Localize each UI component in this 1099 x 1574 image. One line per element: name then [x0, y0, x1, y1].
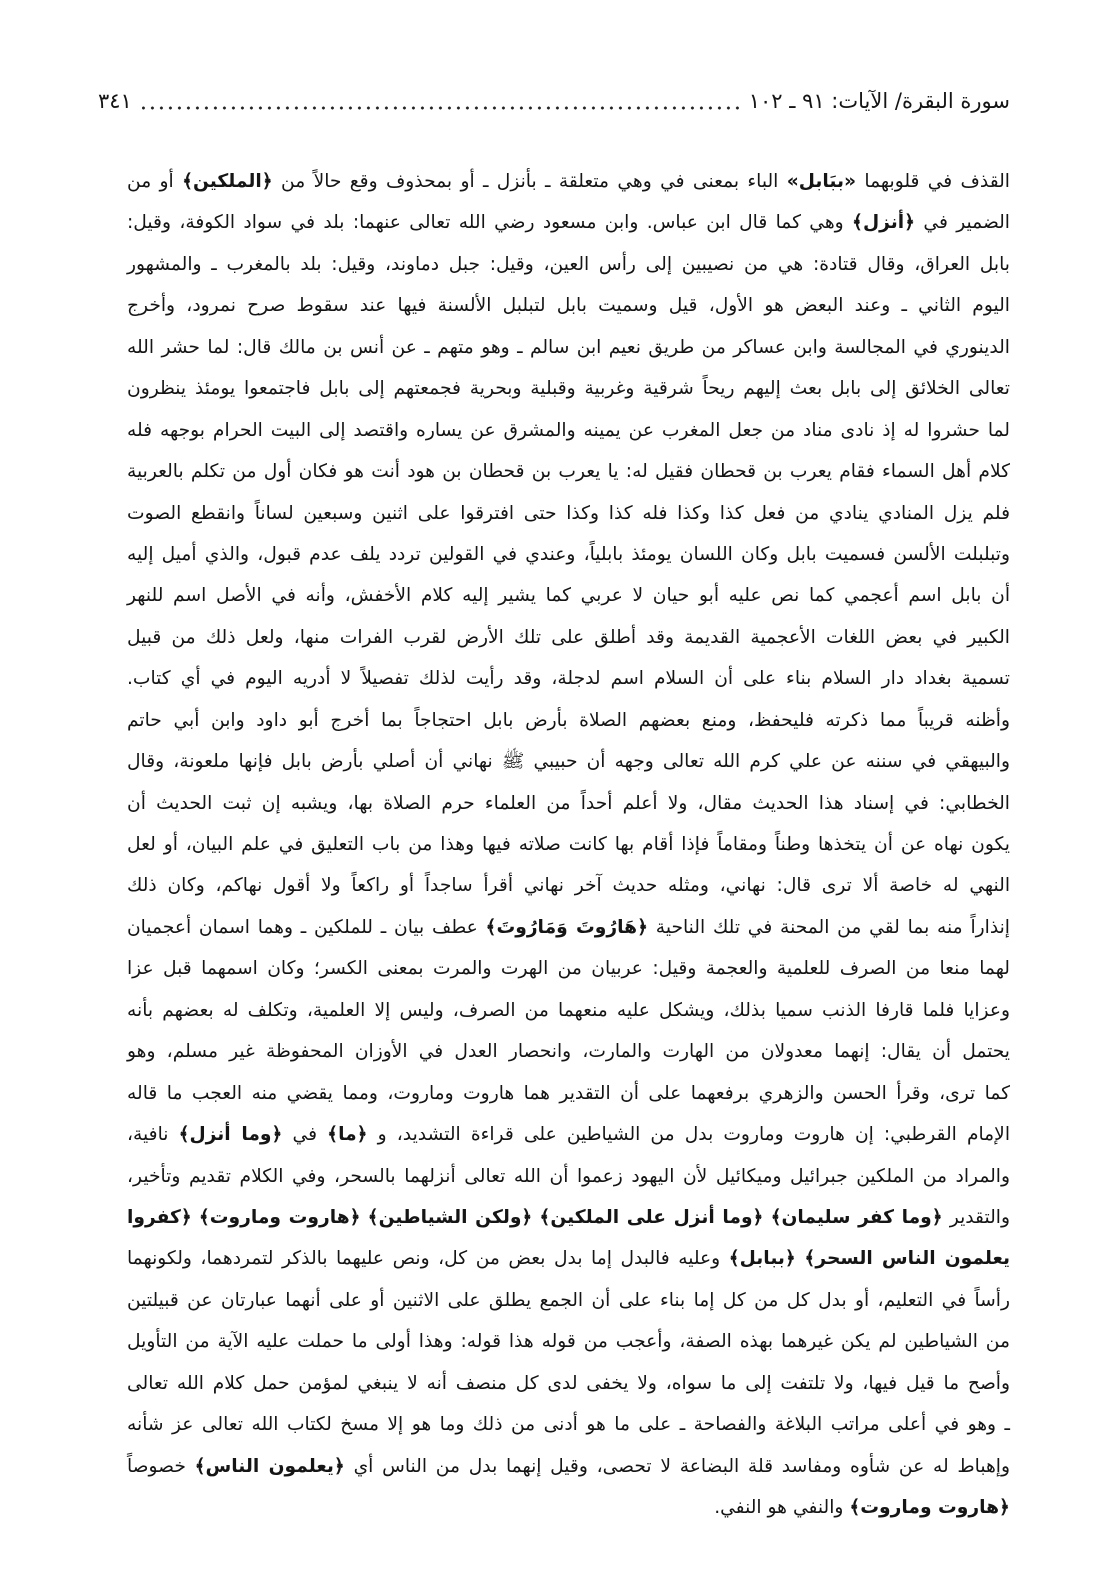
quoted-phrase: ﴿ما﴾: [327, 1124, 368, 1146]
text-run: الدينوري في المجالسة وابن عساكر من طريق نعيم ابن سالم ـ وهو متهم ـ عن أنس بن مالك قال: لما حشر الله: [127, 336, 1010, 358]
text-line-content: [127, 1166, 1010, 1187]
text-line: [127, 741, 1010, 782]
text-line-content: [127, 503, 1010, 524]
text-line-content: [127, 378, 1010, 399]
text-run: أن بابل اسم أعجمي كما نص عليه أبو حيان لا عربي كما يشير إليه كلام الأخفش، وأنه في الأصل اسم للنهر: [127, 585, 1010, 607]
text-run: لهما منعا من الصرف للعلمية والعجمة وقيل: عربيان من الهرت والمرت بمعنى الكسر؛ وكان اسمهما قبل عزا: [127, 958, 1010, 980]
text-line-content: [127, 793, 1010, 814]
text-line-content: [127, 420, 1010, 441]
text-run: الإمام القرطبي: إن هاروت وماروت بدل من الشياطين على قراءة التشديد، و: [367, 1124, 1010, 1146]
text-line-content: [127, 171, 1010, 192]
text-line: [127, 948, 1010, 989]
text-run: كما ترى، وقرأ الحسن والزهري برفعهما على أن التقدير هما هاروت وماروت، ومما يقضي منه العجب ما قاله: [127, 1082, 1010, 1104]
text-run: خصوصاً: [126, 1455, 195, 1477]
text-line: [127, 202, 1010, 243]
text-line: [127, 1363, 1010, 1404]
text-line: [127, 865, 1010, 906]
text-run: إنذاراً منه بما لقي من المحنة في تلك الناحية: [648, 916, 1010, 938]
text-run: وعليه فالبدل إما بدل بعض من كل، ونص عليهما بالذكر لتمردهما، ولكونهما: [127, 1248, 729, 1270]
text-line-content: [127, 1041, 1010, 1062]
quoted-phrase: ﴿يعلمون الناس﴾: [194, 1455, 345, 1477]
quoted-phrase: ﴿ببابل﴾: [728, 1248, 796, 1270]
text-run: اليوم الثاني ـ وعند البعض هو الأول، قيل وسميت بابل لتبلبل الألسنة فيها عند سقوط صرح نمرود، وأخرج: [127, 295, 1010, 317]
text-run: كلام أهل السماء فقام يعرب بن قحطان فقيل له: يا يعرب بن قحطان بن هود أنت هو فكان أول من تكلم بالعربية: [127, 461, 1010, 483]
text-line-content: [127, 1000, 1010, 1021]
text-run: وعزايا فلما قارفا الذنب سميا بذلك، ويشكل عليه منعهما من الصرف، وليس إلا العلمية، وتكلف له بعضهم بأنه: [127, 999, 1010, 1021]
quoted-phrase: ﴿ولكن الشياطين﴾: [367, 1206, 533, 1228]
text-run: تسمية بغداد دار السلام بناء على أن السلام اسم لدجلة، وقد رأيت لذلك تفصيلاً لا أدريه اليوم في أي كتاب.: [127, 668, 1010, 690]
quoted-phrase: ﴿وما أنزل﴾: [178, 1124, 283, 1146]
running-header-title: سورة البقرة/ الآيات: ٩١ ـ ١٠٢: [748, 89, 1010, 113]
text-run: يكون نهاه عن أن يتخذها وطناً ومقاماً فإذا أقام بها كانت صلاته فيها وهذا من باب التعليق في علم البيان، أو لعل: [127, 834, 1010, 855]
text-run: وإهباط له عن شأوه ومفاسد قلة البضاعة لا تحصى، وقيل إنهما بدل من الناس أي: [344, 1455, 1010, 1477]
body-text: [127, 161, 1010, 1528]
text-line: [127, 1446, 1010, 1487]
text-line: [127, 285, 1010, 326]
text-line-content: [127, 751, 1010, 772]
text-line-content: [127, 295, 1010, 316]
text-run: عطف بيان ـ للملكين ـ وهما اسمان أعجميان: [126, 916, 486, 938]
text-line: [127, 700, 1010, 741]
text-line: [127, 658, 1010, 699]
text-line-content: [127, 710, 1010, 731]
quoted-phrase: يعلمون الناس السحر﴾: [804, 1248, 1010, 1270]
text-line: [127, 617, 1010, 658]
text-run: رأساً في التعليم، أو بدل كل من كل إما بناء على أن الجمع يطلق على الاثنين أو على أنهما عبارتان عن قبيلتين: [127, 1289, 1010, 1311]
text-line: [127, 161, 1010, 202]
text-line-content: [127, 958, 1010, 979]
text-line: [127, 1114, 1010, 1155]
text-run: أو من: [127, 171, 183, 192]
text-run: [361, 1207, 368, 1228]
text-line: [127, 410, 1010, 451]
text-run: الضمير في: [915, 212, 1010, 234]
text-run: الباء بمعنى في وهي متعلقة ـ بأنزل ـ أو بمحذوف وقع حالاً من: [272, 171, 787, 192]
text-run: نافية،: [127, 1124, 179, 1146]
text-run: وأصح ما قيل فيها، ولا تلتفت إلى ما سواه، ولا يخفى لدى كل منصف أنه لا ينبغي لمؤمن حمل كلام الله تعالى: [127, 1372, 1010, 1394]
quoted-phrase: ﴿وما كفر سليمان﴾: [770, 1206, 943, 1228]
text-line: [127, 1197, 1010, 1238]
text-line-content: [127, 585, 1010, 606]
text-line: [127, 1487, 1010, 1528]
text-run: [764, 1207, 771, 1228]
text-line: [127, 1031, 1010, 1072]
text-run: والتقدير: [942, 1206, 1010, 1228]
text-line-content: [714, 1497, 1010, 1518]
text-line: [127, 1321, 1010, 1362]
text-run: تعالى الخلائق إلى بابل بعث إليهم ريحاً شرقية وغربية وقبلية وبحرية فجمعتهم إلى بابل فاجتمعوا يومئذ ينظرون: [127, 378, 1010, 400]
text-line: [127, 1404, 1010, 1445]
text-line: [127, 451, 1010, 492]
quoted-phrase: «ببَابل»: [786, 171, 857, 192]
text-run: وأظنه قريباً مما ذكرته فليحفظ، ومنع بعضهم الصلاة بأرض بابل احتجاجاً بما أخرج أبو داود وابن أبي حاتم: [127, 709, 1010, 731]
text-line: [127, 1280, 1010, 1321]
text-line-content: [127, 917, 1010, 938]
quoted-phrase: ﴿أنزل﴾: [852, 212, 916, 234]
page-number: ٣٤١: [98, 89, 132, 113]
text-run: الخطابي: في إسناد هذا الحديث مقال، ولا أعلم أحداً من العلماء حرم الصلاة بها، ويشبه إن ثبت الحديث أن: [127, 792, 1010, 814]
text-run: فلم يزل المنادي ينادي من فعل كذا وكذا فله كذا وكذا حتى افترقوا على اثنين وسبعين لساناً وانقطع الصوت: [127, 502, 1010, 524]
text-line-content: [127, 1331, 1010, 1352]
text-line-content: [127, 337, 1010, 358]
text-line-content: [127, 875, 1010, 896]
quoted-phrase: ﴿هاروت وماروت﴾: [198, 1206, 361, 1228]
running-header: [98, 84, 1010, 118]
text-line-content: [127, 1290, 1010, 1311]
text-line-content: [127, 1248, 1010, 1269]
quoted-phrase: ﴿الملكين﴾: [182, 171, 273, 192]
text-line: [127, 327, 1010, 368]
text-line-content: [127, 212, 1010, 233]
text-line: [127, 990, 1010, 1031]
text-run: والمراد من الملكين جبرائيل وميكائيل لأن اليهود زعموا أن الله تعالى أنزلهما بالسحر، وفي الكلام تقديم وتأخير،: [127, 1165, 1010, 1187]
text-line-content: [127, 627, 1010, 648]
text-line-content: [127, 1207, 1010, 1228]
quoted-phrase: ﴿كفروا: [126, 1206, 192, 1228]
text-line-content: [127, 461, 1010, 482]
text-run: ـ وهو في أعلى مراتب البلاغة والفصاحة ـ على ما هو أدنى من ذلك وما هو إلا مسخ لكتاب الله تعالى عز شأنه: [127, 1414, 1010, 1436]
text-run: القذف في قلوبهما: [856, 171, 1010, 192]
text-line-content: [127, 254, 1010, 275]
quoted-phrase: ﴿وما أنزل على الملكين﴾: [539, 1206, 764, 1228]
text-line: [127, 1238, 1010, 1279]
quoted-phrase: ﴿هَارُوتَ وَمَارُوتَ﴾: [485, 916, 649, 938]
text-line: [127, 368, 1010, 409]
text-line: [127, 244, 1010, 285]
dot-leader: [142, 106, 739, 110]
text-line: [127, 1156, 1010, 1197]
text-line: [127, 783, 1010, 824]
text-line: [127, 575, 1010, 616]
text-line: [127, 824, 1010, 865]
text-run: بابل العراق، وقال قتادة: هي من نصيبين إلى رأس العين، وقيل: جبل دماوند، وقيل: بلد بالمغرب ـ والمشهور: [127, 253, 1010, 275]
text-run: من الشياطين لم يكن غيرهما بهذه الصفة، وأعجب من قوله هذا قوله: وهذا أولى ما حملت عليه الآية من التأويل: [127, 1331, 1010, 1353]
text-run: والنفي هو النفي.: [714, 1497, 850, 1518]
text-run: [192, 1207, 199, 1228]
text-line: [127, 1073, 1010, 1114]
text-run: وتبلبلت الألسن فسميت بابل وكان اللسان يومئذ بابلياً، وعندي في القولين تردد يلف عدم قبول، والذي أميل إليه: [127, 543, 1010, 565]
text-line-content: [127, 1124, 1010, 1145]
text-run: النهي له خاصة ألا ترى قال: نهاني، ومثله حديث آخر نهاني أقرأ ساجداً أو راكعاً ولا أقول نهاكم، وكان ذلك: [127, 875, 1010, 897]
text-line-content: [127, 668, 1010, 689]
text-run: لما حشروا له إذ نادى مناد من جعل المغرب عن يمينه والمشرق عن يساره واقتصد إلى البيت الحرام بوجهه فله: [127, 419, 1010, 441]
text-line: [127, 493, 1010, 534]
text-run: والبيهقي في سننه عن علي كرم الله تعالى وجهه أن حبيبي ﷺ نهاني أن أصلي بأرض بابل فإنها ملعونة، وقال: [127, 751, 1010, 773]
text-run: يحتمل أن يقال: إنهما معدولان من الهارت والمارت، وانحصار العدل في الأوزان المحفوظة غير مسلم، وهو: [127, 1041, 1010, 1063]
text-run: وهي كما قال ابن عباس. وابن مسعود رضي الله تعالى عنهما: بلد في سواد الكوفة، وقيل:: [127, 212, 853, 234]
text-line-content: [127, 1414, 1010, 1435]
quoted-phrase: ﴿هاروت وماروت﴾: [849, 1497, 1010, 1518]
text-line-content: [127, 1456, 1010, 1477]
text-line: [127, 907, 1010, 948]
text-run: الكبير في بعض اللغات الأعجمية القديمة وقد أطلق على تلك الأرض لقرب الفرات منها، ولعل ذلك من قبيل: [127, 626, 1010, 648]
text-line-content: [127, 1373, 1010, 1394]
text-line: [127, 534, 1010, 575]
text-line-content: [127, 544, 1010, 565]
text-run: في: [282, 1124, 328, 1146]
text-line-content: [127, 834, 1010, 855]
text-line-content: [127, 1083, 1010, 1104]
